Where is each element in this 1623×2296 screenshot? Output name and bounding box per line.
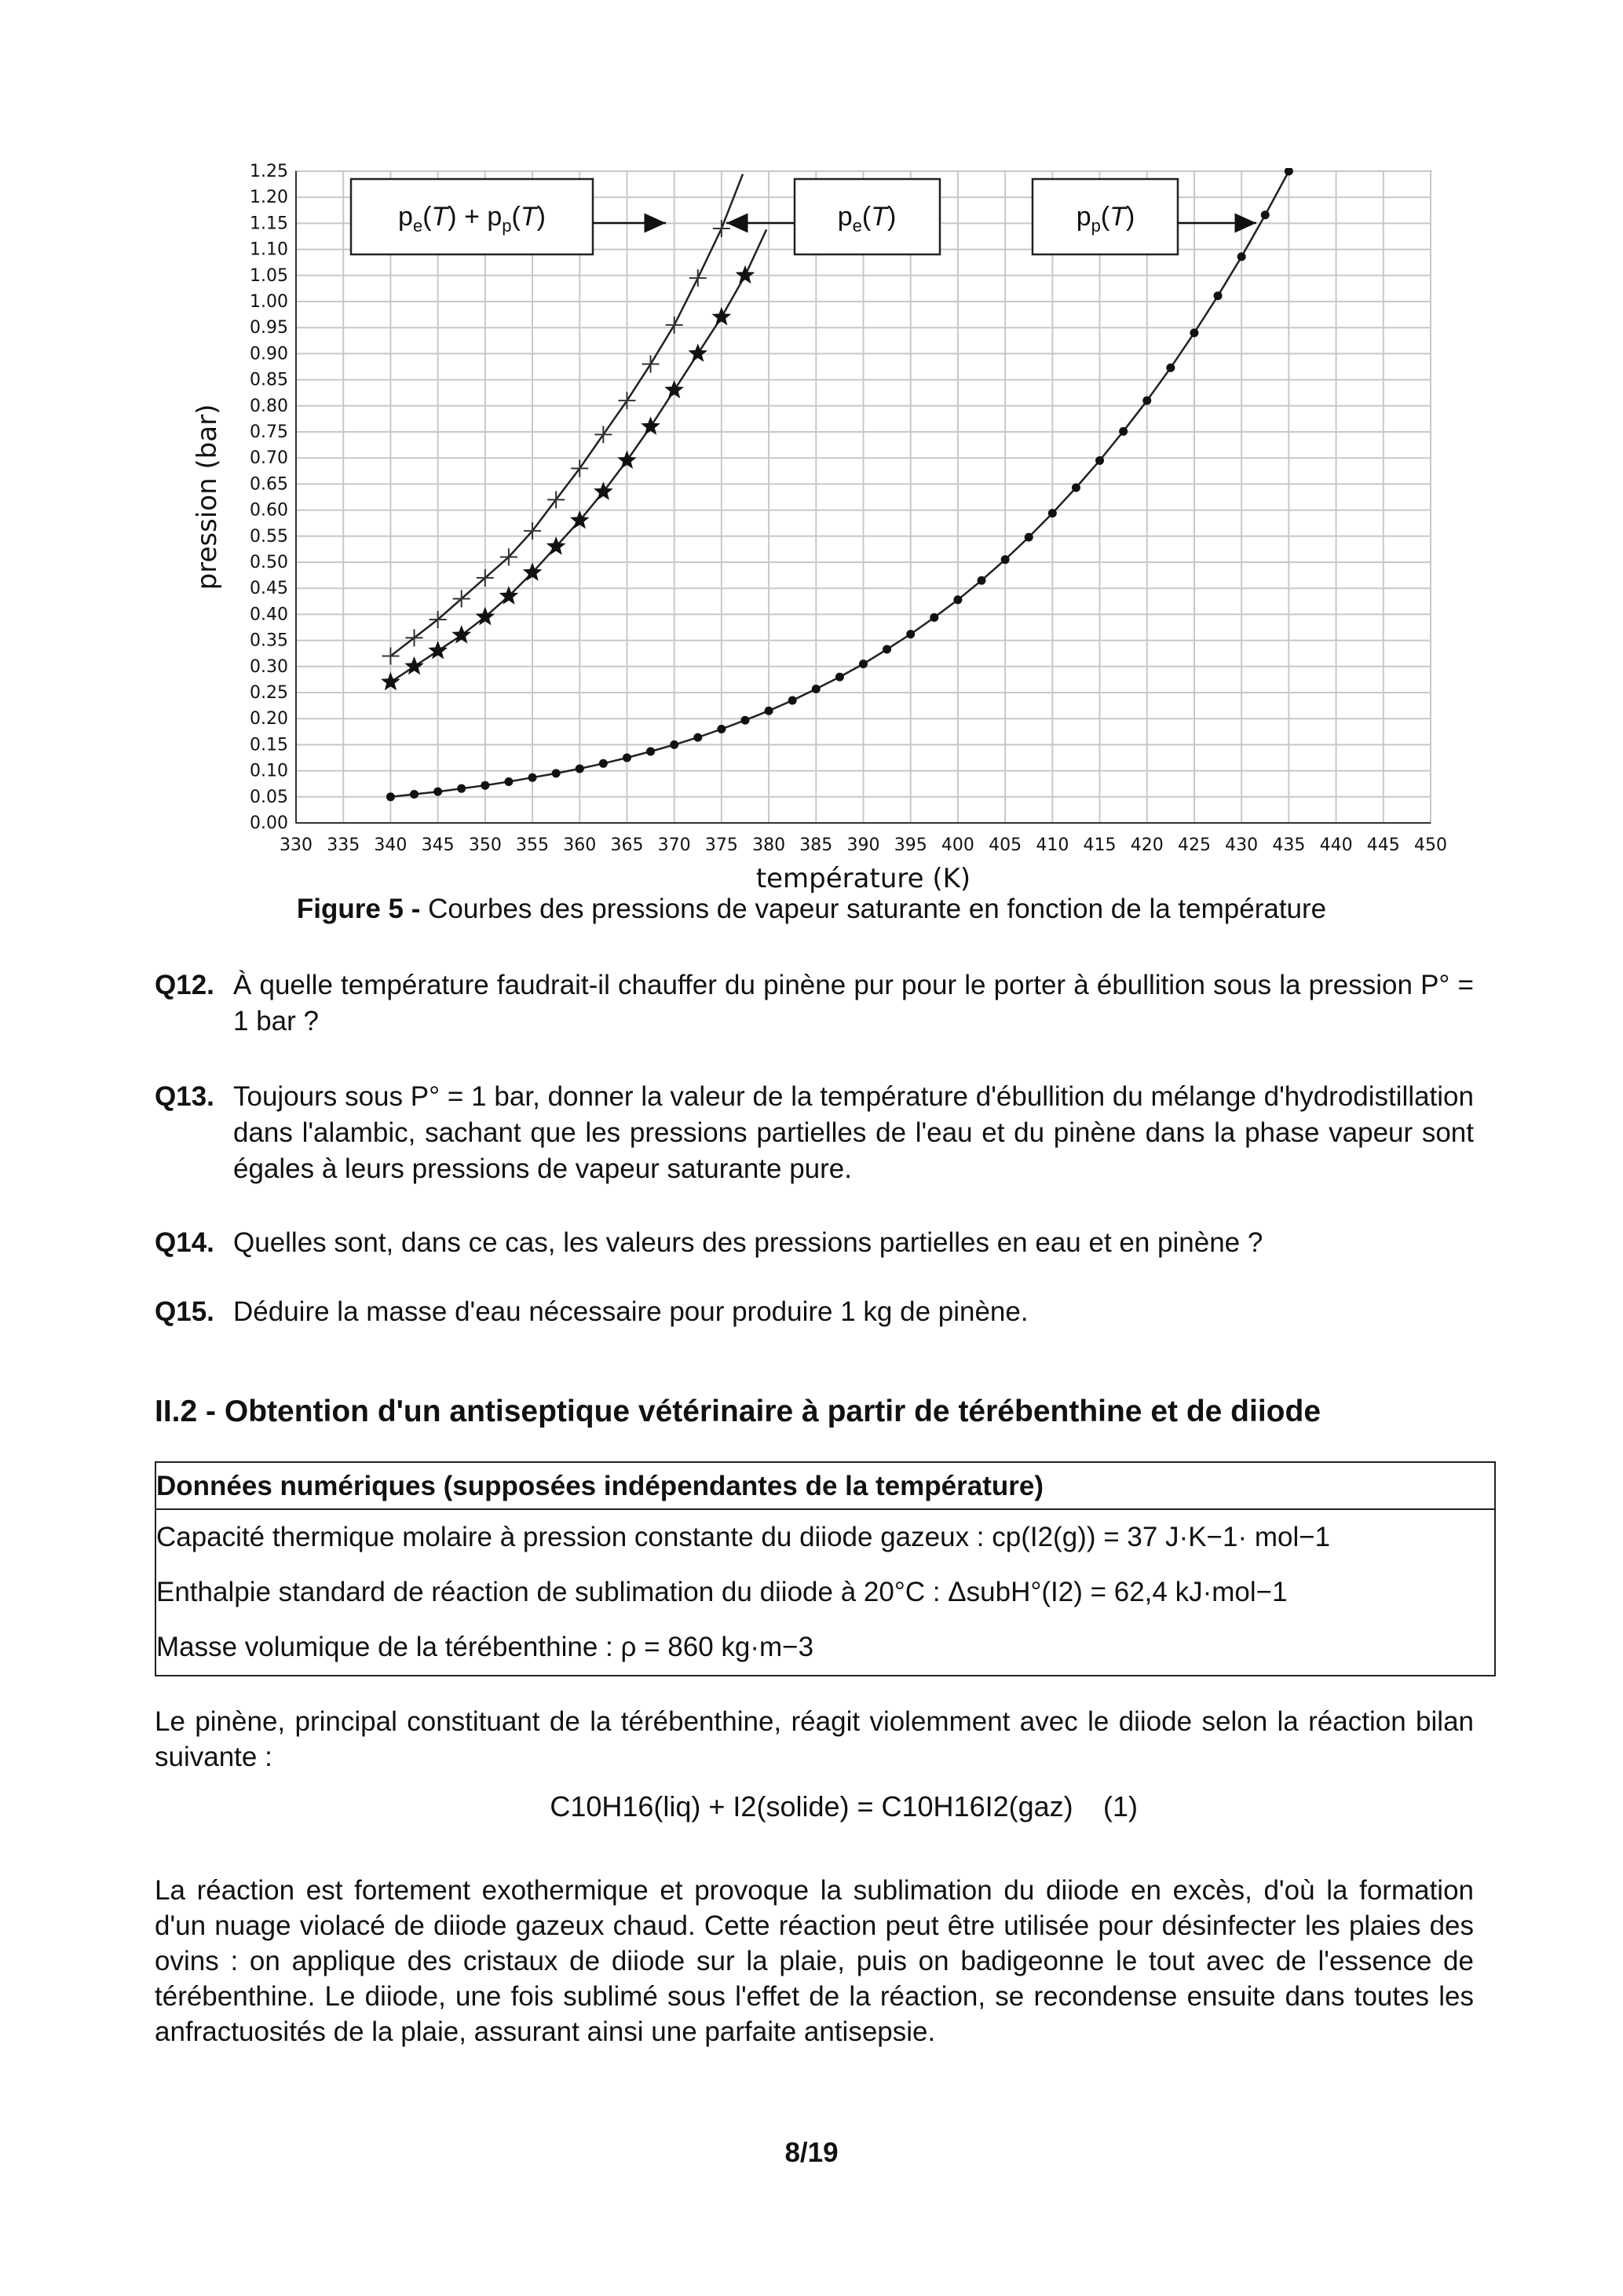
section-title: II.2 - Obtention d'un antiseptique vétérinaire à partir de térébenthine et de diiode bbox=[155, 1395, 1321, 1428]
x-tick-label: 435 bbox=[1272, 835, 1306, 855]
marker-dot bbox=[504, 777, 513, 786]
y-tick-label: 0.45 bbox=[250, 579, 288, 599]
marker-dot bbox=[693, 733, 702, 742]
x-tick-label: 420 bbox=[1130, 835, 1164, 855]
y-tick-label: 0.00 bbox=[250, 813, 288, 833]
question-text: Déduire la masse d'eau nécessaire pour produire 1 kg de pinène. bbox=[233, 1296, 1029, 1327]
data-table bbox=[155, 1461, 1496, 1676]
marker-dot bbox=[576, 764, 584, 773]
annotation-label: $p_e(T)$ bbox=[837, 202, 897, 236]
x-tick-label: 330 bbox=[280, 835, 313, 855]
y-tick-label: 0.05 bbox=[250, 787, 288, 807]
table-header-text: Données numériques (supposées indépendantes de la température) bbox=[156, 1471, 1044, 1501]
x-tick-label: 375 bbox=[704, 835, 738, 855]
marker-dot bbox=[859, 660, 868, 668]
row-label: Masse volumique de la térébenthine : bbox=[156, 1632, 621, 1662]
paragraph-reaction-intro: Le pinène, principal constituant de la térébenthine, réagit violemment avec le diiode selon la réaction bilan suivante : bbox=[155, 1706, 1474, 1772]
x-tick-label: 410 bbox=[1036, 835, 1069, 855]
row-label: Capacité thermique molaire à pression constante du diiode gazeux : bbox=[156, 1522, 992, 1552]
marker-dot bbox=[670, 740, 678, 749]
marker-dot bbox=[740, 716, 749, 725]
x-tick-label: 345 bbox=[421, 835, 455, 855]
y-tick-label: 1.25 bbox=[250, 162, 288, 181]
table-row bbox=[156, 1510, 1494, 1565]
marker-dot bbox=[765, 707, 773, 715]
x-tick-label: 450 bbox=[1414, 835, 1447, 855]
x-tick-label: 370 bbox=[657, 835, 691, 855]
y-tick-label: 0.20 bbox=[250, 709, 288, 729]
marker-dot bbox=[1214, 291, 1223, 300]
y-tick-label: 0.90 bbox=[250, 344, 288, 364]
x-tick-label: 360 bbox=[563, 835, 597, 855]
y-tick-label: 0.95 bbox=[250, 318, 288, 338]
marker-dot bbox=[1166, 364, 1175, 372]
marker-dot bbox=[1025, 533, 1033, 542]
x-tick-label: 440 bbox=[1319, 835, 1353, 855]
question-q15 bbox=[155, 1294, 1474, 1330]
y-tick-label: 0.10 bbox=[250, 761, 288, 781]
chart-grid bbox=[296, 171, 1431, 823]
marker-dot bbox=[1119, 427, 1128, 436]
y-tick-label: 1.00 bbox=[250, 292, 288, 312]
marker-dot bbox=[528, 773, 537, 782]
figure-caption-label: Figure 5 - bbox=[296, 894, 421, 924]
marker-dot bbox=[953, 595, 962, 604]
question-number: Q15. bbox=[155, 1296, 214, 1327]
marker-dot bbox=[1285, 167, 1293, 176]
annotation-label: $p_p(T)$ bbox=[1076, 202, 1135, 236]
row-formula: cp(I2(g)) = 37 J·K−1· mol−1 bbox=[992, 1522, 1331, 1552]
row-formula: ρ = 860 kg·m−3 bbox=[620, 1632, 814, 1662]
marker-dot bbox=[930, 613, 938, 622]
y-tick-label: 0.80 bbox=[250, 396, 288, 416]
paragraph-description: La réaction est fortement exothermique et provoque la sublimation du diiode en excès, d'où la formation d'un nuage violacé de diiode gazeux chaud. Cette réaction peut être utilisée pour désinfecter les plaies des ovins : on applique des cristaux de diiode sur la plaie, puis on badigeonne le tout avec de l'essence de térébenthine. Le diiode, une fois sublimé sous l'effet de la réaction, se recondense ensuite dans toutes les anfractuosités de la plaie, assurant ainsi une parfaite antisepsie. bbox=[155, 1875, 1474, 2047]
marker-dot bbox=[1142, 397, 1151, 405]
x-tick-label: 445 bbox=[1366, 835, 1400, 855]
page-number: 8/19 bbox=[784, 2137, 839, 2168]
marker-dot bbox=[1095, 456, 1104, 465]
marker-dot bbox=[835, 673, 844, 682]
y-tick-label: 0.25 bbox=[250, 683, 288, 703]
figure-caption bbox=[0, 894, 1623, 925]
marker-dot bbox=[599, 759, 608, 768]
marker-dot bbox=[410, 790, 419, 799]
x-tick-label: 365 bbox=[610, 835, 644, 855]
marker-dot bbox=[1237, 252, 1246, 261]
marker-dot bbox=[812, 685, 821, 693]
y-tick-label: 1.05 bbox=[250, 265, 288, 286]
x-tick-label: 335 bbox=[327, 835, 360, 855]
x-tick-label: 340 bbox=[374, 835, 408, 855]
question-q12 bbox=[155, 967, 1474, 1040]
y-tick-label: 0.75 bbox=[250, 422, 288, 442]
marker-dot bbox=[1001, 555, 1010, 564]
row-label: Enthalpie standard de réaction de sublimation du diiode à 20°C : bbox=[156, 1577, 949, 1607]
marker-dot bbox=[788, 696, 797, 704]
y-tick-label: 0.50 bbox=[250, 553, 288, 572]
annotation-box bbox=[795, 179, 940, 254]
question-number: Q12. bbox=[155, 970, 214, 1000]
y-tick-label: 0.65 bbox=[250, 474, 288, 495]
y-tick-label: 1.15 bbox=[250, 214, 288, 234]
marker-dot bbox=[433, 788, 442, 796]
question-q14 bbox=[155, 1225, 1474, 1261]
x-tick-label: 395 bbox=[894, 835, 927, 855]
x-tick-label: 380 bbox=[752, 835, 786, 855]
marker-dot bbox=[906, 630, 915, 638]
y-tick-label: 0.55 bbox=[250, 526, 288, 547]
annotation-box bbox=[1033, 179, 1178, 254]
marker-dot bbox=[646, 748, 655, 756]
figure-caption-text: Courbes des pressions de vapeur saturante en fonction de la température bbox=[420, 894, 1327, 924]
marker-dot bbox=[1190, 328, 1198, 337]
x-axis-label: température (K) bbox=[755, 863, 971, 894]
y-axis-label: pression (bar) bbox=[192, 404, 223, 590]
annotation-box bbox=[351, 179, 593, 254]
y-tick-label: 0.60 bbox=[250, 500, 288, 521]
marker-dot bbox=[1048, 509, 1057, 517]
row-formula: ΔsubH°(I2) = 62,4 kJ·mol−1 bbox=[948, 1577, 1288, 1607]
question-q13 bbox=[155, 1079, 1474, 1187]
marker-dot bbox=[1072, 484, 1080, 492]
marker-dot bbox=[457, 784, 466, 793]
equation-number: (1) bbox=[1103, 1790, 1138, 1823]
y-tick-label: 0.15 bbox=[250, 735, 288, 755]
table-row bbox=[156, 1620, 1494, 1675]
marker-dot bbox=[978, 576, 986, 585]
question-text: Toujours sous P° = 1 bar, donner la valeur de la température d'ébullition du mélange d'hydrodistillation dans l'alambic, sachant que les pressions partielles de l'eau et du pinène dans la phase vapeur sont égales à leurs pressions de vapeur saturante pure. bbox=[233, 1081, 1474, 1184]
y-tick-label: 0.85 bbox=[250, 370, 288, 390]
x-tick-label: 405 bbox=[989, 835, 1022, 855]
vapor-pressure-chart bbox=[181, 157, 1453, 895]
marker-dot bbox=[623, 754, 631, 762]
question-text: À quelle température faudrait-il chauffer du pinène pur pour le porter à ébullition sous la pression P° = 1 bar ? bbox=[233, 970, 1474, 1036]
y-tick-label: 1.20 bbox=[250, 188, 288, 208]
marker-dot bbox=[552, 769, 561, 777]
x-tick-label: 430 bbox=[1225, 835, 1259, 855]
y-tick-label: 0.70 bbox=[250, 448, 288, 469]
y-tick-label: 0.40 bbox=[250, 605, 288, 625]
table-header bbox=[156, 1463, 1494, 1510]
x-tick-label: 350 bbox=[468, 835, 502, 855]
table-row bbox=[156, 1565, 1494, 1620]
x-tick-label: 385 bbox=[799, 835, 833, 855]
reaction-equation: C10H16(liq) + I2(solide) = C10H16I2(gaz) bbox=[550, 1790, 1073, 1823]
marker-dot bbox=[481, 781, 489, 790]
y-tick-label: 1.10 bbox=[250, 239, 288, 260]
x-tick-label: 425 bbox=[1177, 835, 1211, 855]
x-tick-label: 400 bbox=[941, 835, 974, 855]
marker-dot bbox=[1261, 210, 1270, 219]
x-tick-label: 415 bbox=[1083, 835, 1117, 855]
x-tick-label: 355 bbox=[516, 835, 550, 855]
x-tick-label: 390 bbox=[846, 835, 880, 855]
y-tick-label: 0.35 bbox=[250, 631, 288, 651]
y-tick-label: 0.30 bbox=[250, 656, 288, 677]
marker-dot bbox=[717, 725, 726, 733]
marker-dot bbox=[386, 792, 395, 801]
annotation-label: $p_e(T) + p_p(T)$ bbox=[398, 202, 546, 236]
chart-annotations bbox=[351, 179, 1256, 254]
question-number: Q13. bbox=[155, 1081, 214, 1112]
question-text: Quelles sont, dans ce cas, les valeurs des pressions partielles en eau et en pinène ? bbox=[233, 1227, 1263, 1258]
question-number: Q14. bbox=[155, 1227, 214, 1258]
marker-dot bbox=[883, 645, 891, 653]
